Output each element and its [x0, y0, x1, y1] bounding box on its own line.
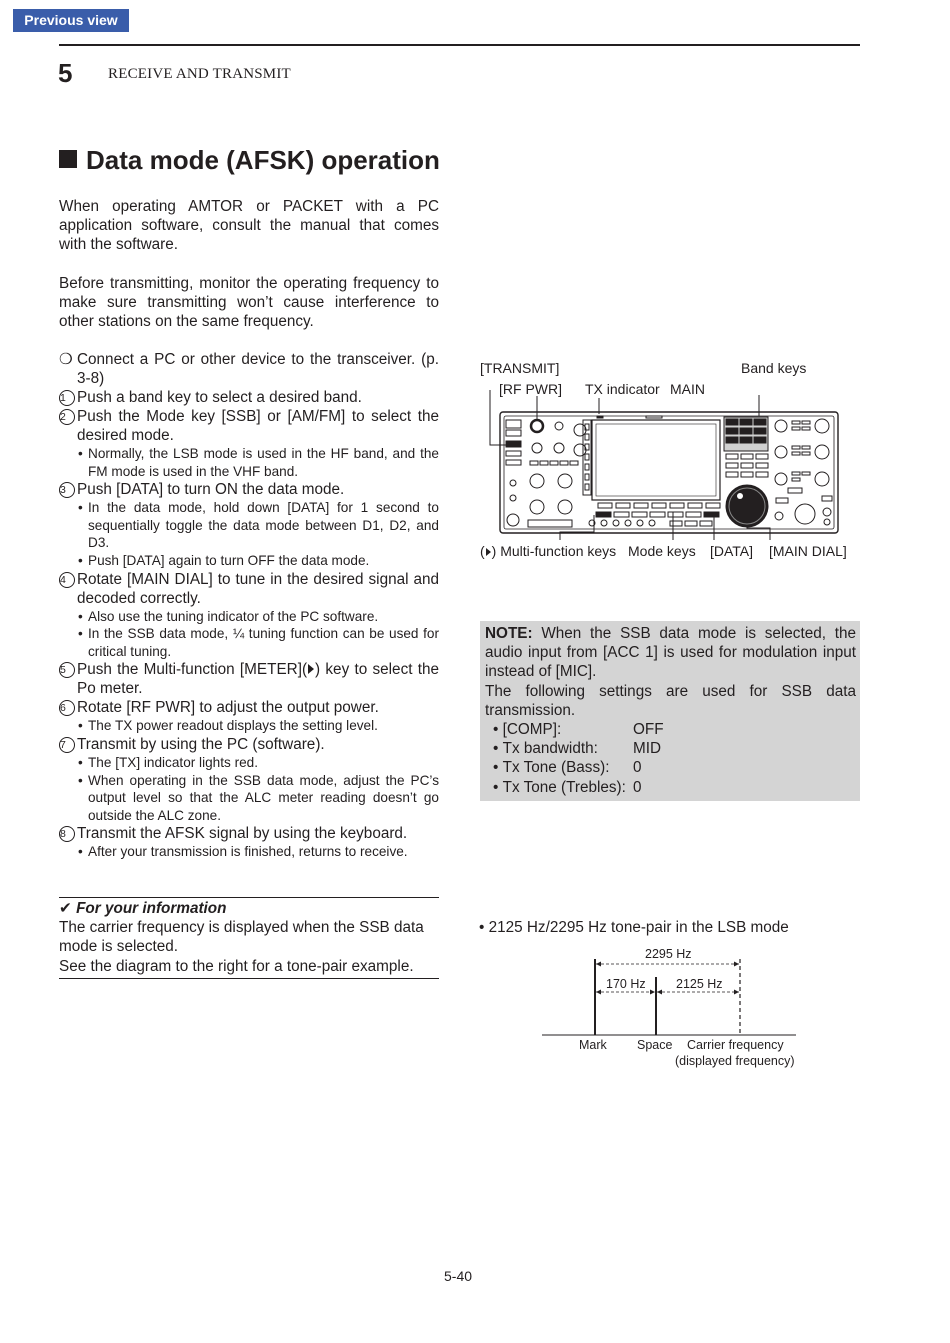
step-text: Rotate [MAIN DIAL] to tune in the desired signal and decoded correctly.	[77, 570, 439, 607]
label-transmit: [TRANSMIT]	[480, 360, 560, 376]
chapter-number: 5	[58, 58, 73, 88]
note-text-2: The following settings are used for SSB data transmission.	[485, 682, 856, 719]
page-number: 5-40	[444, 1268, 473, 1284]
label-2125-hz: 2125 Hz	[676, 977, 723, 991]
note-setting-row	[485, 739, 856, 758]
chapter-title: RECEIVE AND TRANSMIT	[108, 66, 291, 82]
step-text: Connect a PC or other device to the transceiver. (p. 3-8)	[77, 351, 439, 387]
label-mark: Mark	[579, 1038, 607, 1052]
setting-key: • Tx Tone (Bass):	[493, 759, 610, 777]
step-text-cont: ) key to select the Po meter.	[77, 661, 439, 698]
step-number: 6	[59, 700, 75, 716]
note-label: NOTE:	[485, 625, 533, 642]
label-data: [DATA]	[710, 543, 754, 559]
note-body: When the SSB data mode is selected, the audio input from [ACC 1] is used for modulation input instead of [MIC].	[485, 625, 856, 681]
fyi-heading-text: For your information	[76, 900, 227, 917]
label-space: Space	[637, 1038, 673, 1052]
step-8	[59, 824, 439, 843]
main-dial	[726, 485, 768, 527]
step-text: Push the Multi-function [METER](	[77, 661, 308, 679]
tx-indicator	[597, 416, 603, 418]
note-text: Also use the tuning indicator of the PC software.	[88, 608, 379, 624]
procedure-steps	[59, 350, 439, 861]
step-4	[59, 570, 439, 608]
step-note: • Normally, the LSB mode is used in the HF band, and the FM mode is used in the VHF band.	[78, 446, 439, 479]
step-note: • Push [DATA] again to turn OFF the data mode.	[78, 552, 370, 568]
chassis	[500, 412, 838, 533]
section-square-icon	[59, 150, 77, 168]
step-note: • The [TX] indicator lights red.	[78, 754, 258, 770]
step-number: 2	[59, 409, 75, 425]
label-multi-function-text: ) Multi-function keys	[491, 543, 617, 559]
note-setting-row	[485, 720, 856, 739]
paren-open: (	[480, 543, 485, 559]
step-7	[59, 735, 439, 754]
right-triangle-icon	[308, 664, 314, 674]
section-title	[59, 145, 440, 176]
setting-key: • Tx bandwidth:	[493, 740, 598, 758]
step-text: Push the Mode key [SSB] or [AM/FM] to select the desired mode.	[77, 408, 439, 444]
step-text: Rotate [RF PWR] to adjust the output power.	[77, 699, 379, 717]
note-text: In the SSB data mode, ¼ tuning function can be used for critical tuning.	[88, 626, 439, 659]
step-number: 1	[59, 390, 75, 406]
circle-bullet-icon: ❍	[59, 351, 73, 368]
label-tx-indicator: TX indicator	[585, 381, 660, 397]
step-text: Transmit the AFSK signal by using the keyboard.	[77, 825, 408, 843]
setting-value: MID	[633, 740, 662, 758]
step-note: • In the data mode, hold down [DATA] for 1 second to sequentially toggle the data mode between D1, D2, and D3.	[78, 500, 439, 551]
header-rule	[59, 44, 860, 46]
intro-paragraph-1: When operating AMTOR or PACKET with a PC application software, consult the manual that comes with the software.	[59, 198, 439, 254]
step-note: • When operating in the SSB data mode, adjust the PC’s output level so that the ALC meter reading doesn’t go outside the ALC zone.	[78, 772, 439, 823]
step-note: • After your transmission is finished, returns to receive.	[78, 844, 408, 860]
setting-value: 0	[633, 759, 642, 777]
intro-paragraph-2: Before transmitting, monitor the operating frequency to make sure transmitting won’t cause interference to other stations on the same frequency.	[59, 275, 439, 331]
label-main-dial: [MAIN DIAL]	[769, 543, 847, 559]
previous-view-button[interactable]: Previous view	[13, 9, 129, 32]
step-note: • Also use the tuning indicator of the PC software.	[78, 608, 379, 624]
step-text: Transmit by using the PC (software).	[77, 735, 325, 753]
step-2	[59, 407, 439, 445]
step-number: 3	[59, 482, 75, 498]
step-number: 7	[59, 737, 75, 753]
display	[592, 420, 720, 500]
note-setting-row	[485, 778, 856, 797]
fyi-line-2: See the diagram to the right for a tone-pair example.	[59, 957, 414, 975]
label-mode-keys: Mode keys	[628, 543, 696, 559]
note-text: When operating in the SSB data mode, adjust the PC’s output level so that the ALC meter reading doesn’t go outside the ALC zone.	[88, 772, 439, 823]
note-text: Push [DATA] again to turn OFF the data mode.	[88, 552, 370, 568]
label-2295-hz: 2295 Hz	[645, 947, 692, 961]
transceiver-front-panel	[470, 390, 870, 550]
step-6	[59, 698, 439, 717]
step-text: Push a band key to select a desired band.	[77, 389, 362, 406]
note-text: After your transmission is finished, returns to receive.	[88, 844, 408, 860]
note-text: Normally, the LSB mode is used in the HF band, and the FM mode is used in the VHF band.	[88, 446, 439, 479]
check-icon: ✔	[59, 900, 77, 917]
setting-key: • Tx Tone (Trebles):	[493, 778, 626, 796]
step-number: 4	[59, 572, 75, 588]
fyi-line-1: The carrier frequency is displayed when the SSB data mode is selected.	[59, 919, 424, 956]
setting-value: 0	[633, 778, 642, 796]
transmit-key	[506, 441, 521, 447]
note-text: The [TX] indicator lights red.	[88, 754, 258, 770]
setting-key: • [COMP]:	[493, 721, 562, 739]
label-rf-pwr: [RF PWR]	[499, 381, 562, 397]
step-5	[59, 660, 439, 698]
note-text: In the data mode, hold down [DATA] for 1 second to sequentially toggle the data mode between D1, D2, and D3.	[88, 500, 439, 551]
label-band-keys: Band keys	[741, 360, 807, 376]
setting-value: OFF	[633, 721, 664, 739]
label-carrier-frequency: Carrier frequency	[687, 1038, 784, 1052]
step-note: • In the SSB data mode, ¼ tuning function can be used for critical tuning.	[78, 626, 439, 659]
step-pre	[59, 350, 439, 388]
label-displayed-frequency: (displayed frequency)	[675, 1054, 795, 1068]
note-setting-row	[485, 758, 856, 777]
label-170-hz: 170 Hz	[606, 977, 646, 991]
note-text-1	[485, 624, 856, 682]
note-text: The TX power readout displays the setting level.	[88, 718, 378, 734]
label-main: MAIN	[670, 381, 705, 397]
step-number: 5	[59, 662, 75, 678]
step-note: • The TX power readout displays the setting level.	[78, 718, 378, 734]
tone-diagram-heading: • 2125 Hz/2295 Hz tone-pair in the LSB mode	[479, 919, 789, 936]
data-key	[704, 512, 719, 517]
step-number: 8	[59, 826, 75, 842]
step-1	[59, 388, 439, 407]
section-title-text: Data mode (AFSK) operation	[86, 145, 440, 175]
rf-pwr-knob	[531, 420, 543, 432]
fyi-heading	[59, 899, 439, 918]
step-text: Push [DATA] to turn ON the data mode.	[77, 481, 345, 499]
fyi-box	[59, 897, 439, 979]
step-3	[59, 480, 439, 499]
note-box	[480, 621, 860, 801]
tone-diagram-heading-text: 2125 Hz/2295 Hz tone-pair in the LSB mode	[488, 919, 789, 936]
